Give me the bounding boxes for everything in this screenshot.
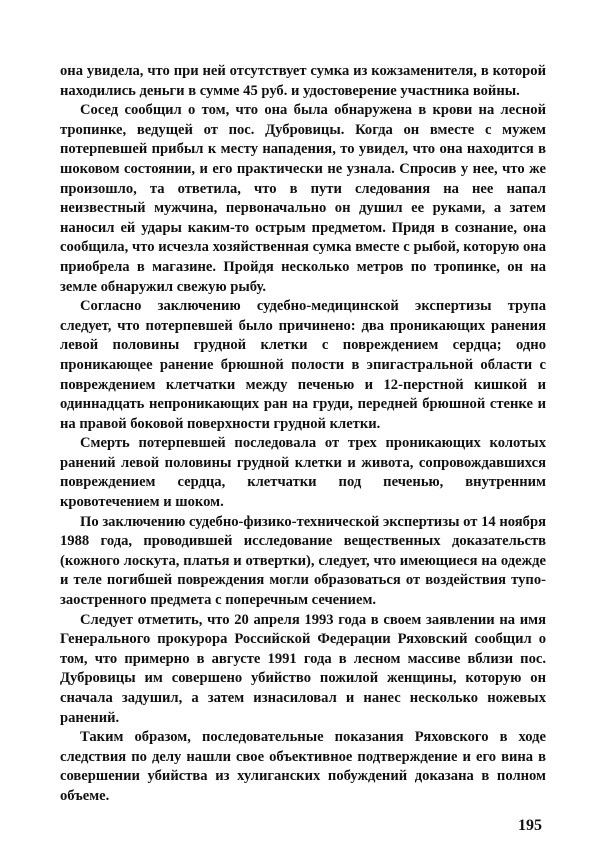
page-number: 195 [518,817,542,834]
paragraph-2: Сосед сообщил о том, что она была обнаружена в крови на лесной тропинке, ведущей от пос. Дубровицы. Когда он вместе с мужем потерпевшей прибыл к месту нападения, то увидел, что она находится в шоковом состоянии, и его практически не узнала. Спросив у нее, что же произошло, та ответила, что в пути следования на нее напал неизвестный мужчина, первоначально он душил ее руками, а затем наносил ей удары каким-то острым предметом. Придя в сознание, она сообщила, что исчезла хозяйственная сумка вместе с рыбой, которую она приобрела в магазине. Пройдя несколько метров по тропинке, он на земле обнаружил свежую рыбу. [60,102,546,295]
paragraph-7: Таким образом, последовательные показания Ряховского в ходе следствия по делу нашли свое объективное подтверждение и его вина в совершении убийства из хулиганских побуждений доказана в полном объеме. [60,729,546,804]
paragraph-4: Смерть потерпевшей последовала от трех проникающих колотых ранений левой половины грудной клетки и живота, сопровождавшихся повреждением сердца, клетчатки под печенью, внутренним кровотечением и шоком. [60,435,546,511]
paragraph-3: Согласно заключению судебно-медицинской экспертизы трупа следует, что потерпевшей было причинено: два проникающих ранения левой половины грудной клетки с повреждением сердца; одно проникающее ранение брюшной полости в эпигастральной области с повреждением клетчатки между печенью и 12-перстной кишкой и одиннадцать непроникающих ран на груди, передней брюшной стенке и на правой боковой поверхности грудной клетки. [60,298,546,432]
body-text [60,62,546,807]
paragraph-6: Следует отметить, что 20 апреля 1993 года в своем заявлении на имя Генерального прокурора Российской Федерации Ряховский сообщил о том, что примерно в августе 1991 года в лесном массиве вблизи пос. Дубровицы им совершено убийство пожилой женщины, которую он сначала задушил, а затем изнасиловал и нанес несколько ножевых ранений. [60,611,546,726]
paragraph-1: она увидела, что при ней отсутствует сумка из кожзаменителя, в которой находились деньги в сумме 45 руб. и удостоверение участника войны. [60,63,546,99]
paragraph-5: По заключению судебно-физико-технической экспертизы от 14 ноября 1988 года, проводившей исследование вещественных доказательств (кожного лоскута, платья и отвертки), следует, что имеющиеся на одежде и теле погибшей повреждения могли образоваться от воздействия тупо-заостренного предмета с поперечным сечением. [60,513,546,609]
